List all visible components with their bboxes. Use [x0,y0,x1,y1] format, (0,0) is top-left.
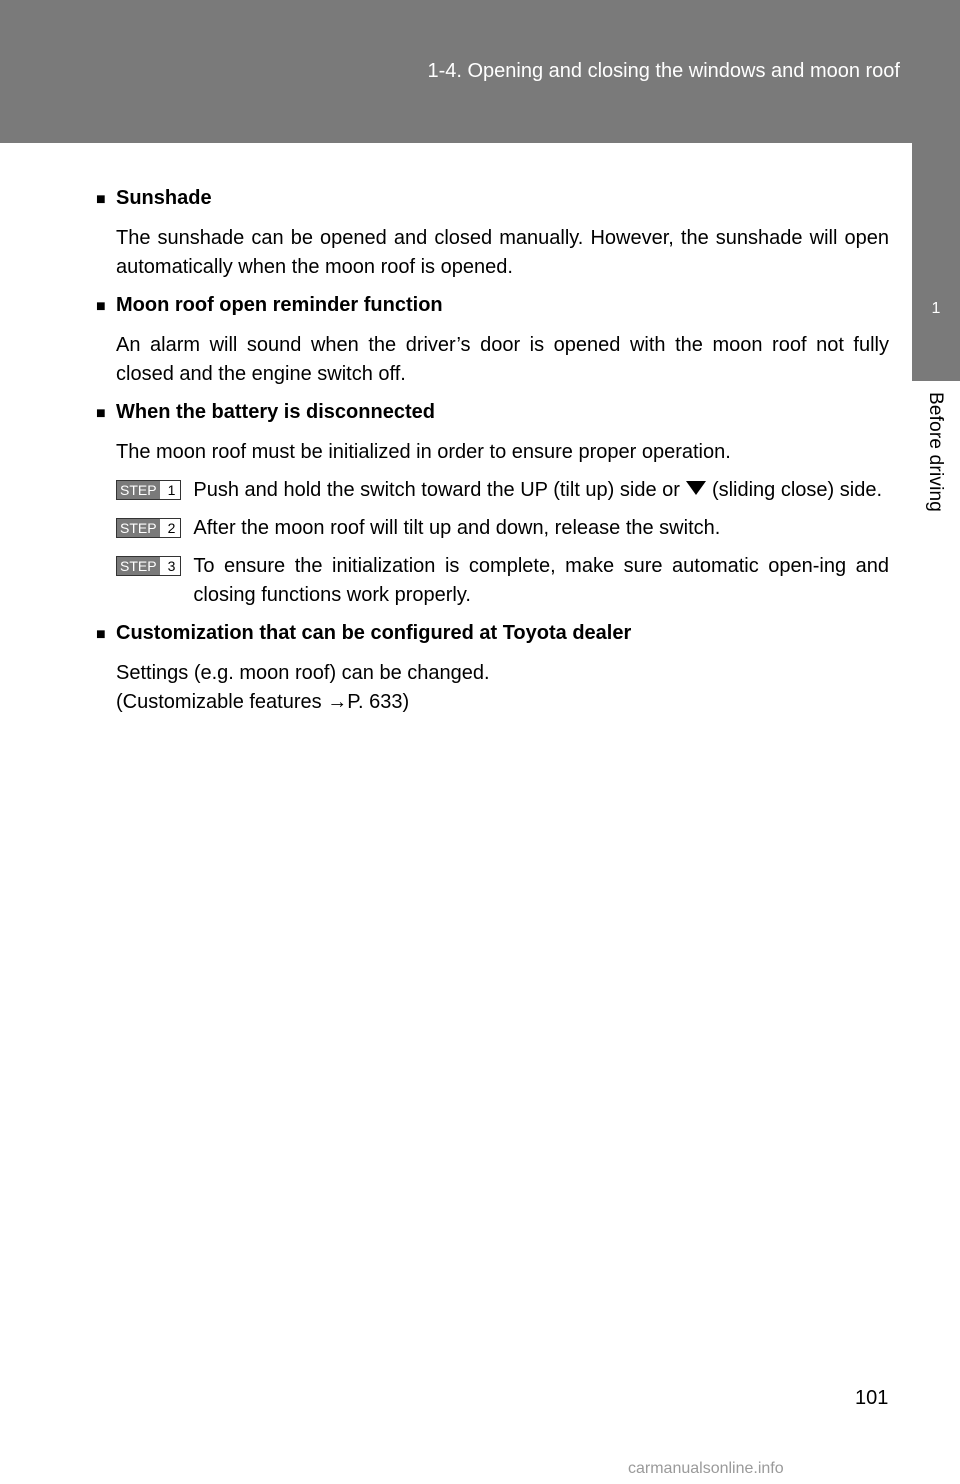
heading-text: Moon roof open reminder function [116,294,443,316]
chapter-label-container [912,392,960,542]
step-text: To ensure the initialization is complete, make sure automatic open-ing and closing functions work properly. [193,555,889,606]
chapter-tab [912,143,960,381]
watermark: carmanualsonline.info [628,1460,784,1477]
step-1 [116,476,889,505]
chapter-label: Before driving [925,392,946,513]
square-bullet-icon: ■ [96,626,106,643]
page-header [0,0,960,143]
step-badge [116,518,181,538]
section-heading-reminder [96,291,889,321]
step-badge-word: STEP [117,519,160,537]
step-badge-word: STEP [117,481,160,499]
step-badge-number: 2 [160,519,181,537]
customization-line-1: Settings (e.g. moon roof) can be changed. [116,662,490,684]
step-text-part-a: Push and hold the switch toward the UP (tilt up) side or [193,479,680,501]
heading-text: Sunshade [116,187,212,209]
down-triangle-icon [686,481,706,495]
reminder-text: An alarm will sound when the driver’s door is opened with the moon roof not fully closed and the engine switch off. [116,334,889,385]
customization-line-2: (Customizable features →P. 633) [116,691,410,713]
sunshade-text: The sunshade can be opened and closed manually. However, the sunshade will open automatically when the moon roof is opened. [116,227,889,278]
header-title: 1-4. Opening and closing the windows and moon roof [427,60,900,82]
step-badge [116,556,181,576]
square-bullet-icon: ■ [96,191,106,208]
heading-text: When the battery is disconnected [116,401,435,423]
chapter-number: 1 [931,300,941,317]
page-number: 101 [855,1387,889,1409]
step-3 [116,552,889,610]
step-text: After the moon roof will tilt up and down, release the switch. [193,517,721,539]
step-text-part-b: (sliding close) side. [711,479,883,501]
step-badge-number: 1 [160,481,181,499]
square-bullet-icon: ■ [96,298,106,315]
step-badge-number: 3 [160,557,181,575]
square-bullet-icon: ■ [96,405,106,422]
main-content [96,184,889,717]
battery-text: The moon roof must be initialized in order to ensure proper operation. [116,441,731,463]
heading-text: Customization that can be configured at Toyota dealer [116,622,632,644]
section-heading-sunshade [96,184,889,214]
step-text [193,476,889,505]
customization-text [116,659,889,717]
step-badge-word: STEP [117,557,160,575]
step-badge [116,480,181,500]
section-heading-battery [96,398,889,428]
step-2 [116,514,889,543]
section-heading-customization [96,619,889,649]
